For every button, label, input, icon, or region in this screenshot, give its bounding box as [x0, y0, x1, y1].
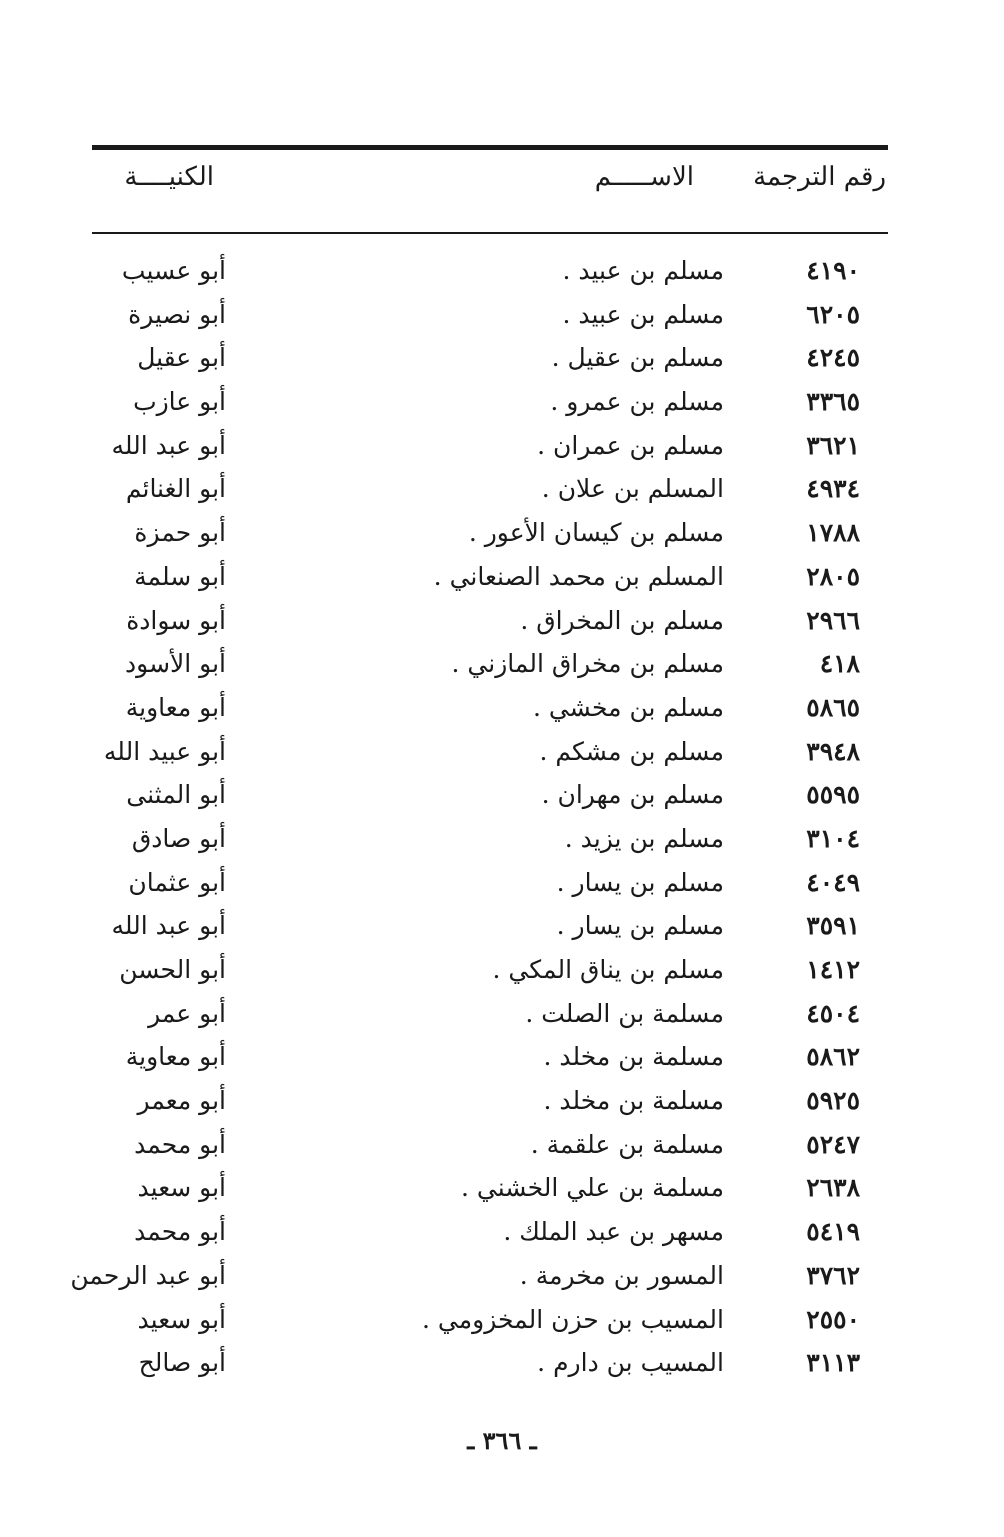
table-row	[0, 294, 1004, 338]
entry-name: مسلم بن مخشي .	[532, 692, 724, 722]
entry-number: ٣١١٣	[806, 1348, 860, 1378]
entry-number: ٤١٩٠	[806, 256, 860, 285]
entry-kunya: أبو الحسن	[119, 955, 226, 984]
table-row	[0, 250, 1004, 294]
entry-number: ٤٠٤٩	[806, 867, 860, 897]
table-row	[0, 905, 1004, 949]
entry-name: مسلم بن عمران .	[537, 430, 724, 460]
entry-kunya: أبو محمد	[134, 1129, 226, 1159]
entry-number: ٥٩٢٥	[806, 1086, 860, 1116]
table-row	[0, 774, 1004, 818]
entry-kunya: أبو الغنائم	[125, 474, 226, 504]
entry-name: مسلم بن عمرو .	[550, 387, 724, 417]
header-number-label: رقم الترجمة	[753, 162, 886, 192]
entry-number: ٥٨٦٢	[806, 1042, 860, 1072]
table-row	[0, 1080, 1004, 1124]
entry-kunya: أبو عازب	[133, 387, 226, 417]
table-row	[0, 949, 1004, 993]
entry-kunya: أبو عبد الله	[111, 430, 226, 460]
entry-kunya: أبو معاوية	[125, 1042, 226, 1072]
table-row	[0, 1299, 1004, 1343]
entry-kunya: أبو معمر	[137, 1086, 226, 1116]
table-row	[0, 1167, 1004, 1211]
entry-name: مسلم بن المخراق .	[520, 605, 724, 635]
table-row	[0, 381, 1004, 425]
entry-name: مسلم بن يسار .	[556, 911, 724, 941]
table-row	[0, 1211, 1004, 1255]
entry-number: ١٤١٢	[806, 955, 860, 984]
entry-name: المسيب بن دارم .	[537, 1348, 724, 1378]
entry-number: ٥٥٩٥	[806, 780, 860, 810]
entry-kunya: أبو صالح	[138, 1348, 226, 1378]
entry-name: المسيب بن حزن المخزومي .	[422, 1304, 724, 1334]
entry-name: مسلم بن مخراق المازني .	[451, 649, 724, 679]
entry-kunya: أبو محمد	[134, 1217, 226, 1247]
entry-kunya: أبو حمزة	[134, 518, 226, 548]
entry-kunya: أبو صادق	[131, 823, 226, 853]
table-row	[0, 862, 1004, 906]
entry-kunya: أبو سعيد	[137, 1173, 226, 1203]
entry-kunya: أبو عثمان	[128, 867, 226, 897]
table-row	[0, 1342, 1004, 1386]
entry-number: ٦٢٠٥	[806, 299, 860, 329]
header-name-label: الاســـــم	[594, 162, 694, 192]
entry-name: مسلمة بن علقمة .	[530, 1129, 724, 1159]
entry-number: ٣٩٤٨	[806, 736, 860, 766]
entry-kunya: أبو عبد الله	[111, 911, 226, 941]
entry-name: المسلم بن علان .	[541, 474, 724, 504]
entry-number: ٣٦٢١	[806, 430, 860, 460]
table-row	[0, 731, 1004, 775]
entry-kunya: أبو نصيرة	[128, 299, 226, 329]
entry-kunya: أبو الأسود	[125, 649, 226, 679]
entry-number: ٢٨٠٥	[806, 561, 860, 591]
table-row	[0, 687, 1004, 731]
table-row	[0, 818, 1004, 862]
entry-name: مسلم بن كيسان الأعور .	[468, 518, 724, 548]
entry-name: المسلم بن محمد الصنعاني .	[433, 561, 724, 591]
table-row	[0, 1255, 1004, 1299]
entry-name: مسلم بن مشكم .	[539, 736, 724, 766]
entry-number: ٢٥٥٠	[806, 1304, 860, 1334]
entry-number: ٤٥٠٤	[806, 998, 860, 1028]
entry-name: المسور بن مخرمة .	[519, 1260, 724, 1290]
entry-kunya: أبو سوادة	[126, 605, 226, 635]
entry-name: مسلمة بن مخلد .	[543, 1042, 724, 1072]
entry-name: مسهر بن عبد الملك .	[503, 1217, 724, 1247]
header-kunya-label: الكنيــــة	[124, 162, 214, 192]
entry-number: ٥٢٤٧	[806, 1129, 860, 1159]
page-number: ـ ٣٦٦ ـ	[467, 1426, 537, 1455]
entry-name: مسلم بن مهران .	[541, 780, 724, 810]
table-row	[0, 600, 1004, 644]
entry-kunya: أبو سعيد	[137, 1304, 226, 1334]
table-row	[0, 468, 1004, 512]
entry-number: ٣١٠٤	[806, 823, 860, 853]
entry-number: ٥٤١٩	[806, 1217, 860, 1247]
entry-number: ٤٩٣٤	[806, 474, 860, 504]
entry-name: مسلمة بن علي الخشني .	[461, 1173, 724, 1203]
entry-number: ١٧٨٨	[806, 518, 860, 548]
entry-kunya: أبو عسيب	[121, 256, 226, 285]
entry-name: مسلم بن يزيد .	[564, 823, 724, 853]
entry-name: مسلم بن عبيد .	[562, 299, 724, 329]
entry-number: ٤١٨	[819, 649, 860, 679]
entry-kunya: أبو عقيل	[137, 343, 226, 373]
table-row	[0, 1036, 1004, 1080]
table-row	[0, 1124, 1004, 1168]
entry-kunya: أبو المثنى	[126, 780, 226, 810]
entry-kunya: أبو معاوية	[125, 692, 226, 722]
entry-number: ٣٧٦٢	[806, 1260, 860, 1290]
entry-name: مسلم بن عبيد .	[562, 256, 724, 285]
table-row	[0, 556, 1004, 600]
entry-number: ٢٦٣٨	[806, 1173, 860, 1203]
top-thick-rule	[92, 145, 888, 150]
entry-name: مسلم بن يناق المكي .	[492, 955, 724, 984]
entry-kunya: أبو عبيد الله	[103, 736, 226, 766]
entry-number: ٥٨٦٥	[806, 692, 860, 722]
entry-number: ٣٣٦٥	[806, 387, 860, 417]
table-row	[0, 337, 1004, 381]
entry-name: مسلم بن عقيل .	[551, 343, 724, 373]
table-row	[0, 512, 1004, 556]
header-bottom-rule	[92, 232, 888, 234]
entry-kunya: أبو سلمة	[134, 561, 226, 591]
entry-name: مسلمة بن مخلد .	[543, 1086, 724, 1116]
entry-number: ٤٢٤٥	[806, 343, 860, 373]
table-row	[0, 643, 1004, 687]
table-row	[0, 993, 1004, 1037]
entry-name: مسلمة بن الصلت .	[525, 998, 724, 1028]
table-row	[0, 425, 1004, 469]
entry-kunya: أبو عبد الرحمن	[70, 1260, 226, 1290]
entry-number: ٣٥٩١	[806, 911, 860, 941]
entry-kunya: أبو عمر	[148, 998, 226, 1028]
entry-number: ٢٩٦٦	[806, 605, 860, 635]
entries-table	[0, 250, 1004, 1386]
entry-name: مسلم بن يسار .	[556, 867, 724, 897]
